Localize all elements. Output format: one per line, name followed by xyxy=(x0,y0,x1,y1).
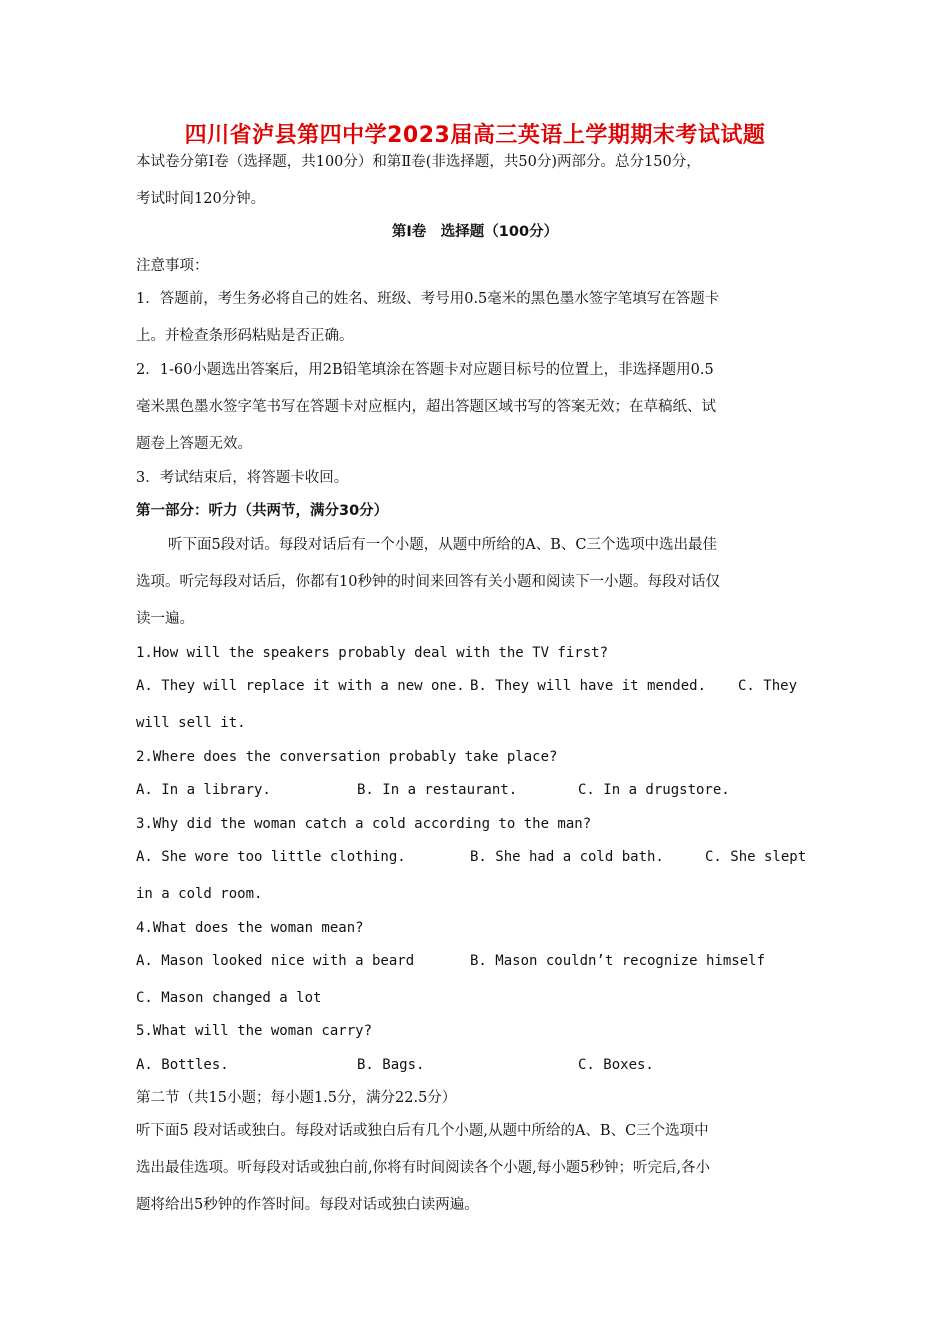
part1-heading: 第Ⅰ卷 选择题（100分） xyxy=(391,224,559,240)
listening-heading: 第一部分：听力（共两节，满分30分） xyxy=(136,503,389,519)
question-4: 4.What does the woman mean? xyxy=(136,920,364,936)
q5-option-b: B. Bags. xyxy=(357,1057,425,1073)
section2-instr-1: 听下面5 段对话或独白。每段对话或独白后有几个小题,从题中所给的A、B、C三个选项中 xyxy=(136,1123,709,1139)
note-1-line-2: 上。并检查条形码粘贴是否正确。 xyxy=(136,328,354,344)
q1-option-b: B. They will have it mended. xyxy=(470,678,707,694)
notes-heading: 注意事项： xyxy=(136,258,209,274)
q4-option-c: C. Mason changed a lot xyxy=(136,990,322,1006)
intro-line-1: 本试卷分第Ⅰ卷（选择题，共100分）和第Ⅱ卷(非选择题，共50分)两部分。总分150分， xyxy=(136,154,701,170)
question-3: 3.Why did the woman catch a cold according to the man? xyxy=(136,816,592,832)
q5-option-a: A. Bottles. xyxy=(136,1057,229,1073)
note-2-line-1: 2．1-60小题选出答案后，用2B铅笔填涂在答题卡对应题目标号的位置上，非选择题用0.5 xyxy=(136,362,714,378)
q3-option-b: B. She had a cold bath. xyxy=(470,849,664,865)
q4-option-b: B. Mason couldn’t recognize himself xyxy=(470,953,766,969)
q1-option-a: A. They will replace it with a new one. xyxy=(136,678,465,694)
listening-instr-3: 读一遍。 xyxy=(136,611,194,627)
document-title: 四川省泸县第四中学2023届高三英语上学期期末考试试题 xyxy=(184,123,766,148)
section2-instr-2: 选出最佳选项。听每段对话或独白前,你将有时间阅读各个小题,每小题5秒钟；听完后,各小 xyxy=(136,1160,711,1176)
q3-option-c-cont: in a cold room. xyxy=(136,886,263,902)
question-5: 5.What will the woman carry? xyxy=(136,1023,373,1039)
intro-line-2: 考试时间120分钟。 xyxy=(136,191,266,207)
q5-option-c: C. Boxes. xyxy=(578,1057,654,1073)
note-1-line-1: 1．答题前，考生务必将自己的姓名、班级、考号用0.5毫米的黑色墨水签字笔填写在答题卡 xyxy=(136,291,720,307)
q2-option-c: C. In a drugstore. xyxy=(578,782,730,798)
q1-option-c-cont: will sell it. xyxy=(136,715,246,731)
listening-instr-1: 听下面5段对话。每段对话后有一个小题，从题中所给的A、B、C三个选项中选出最佳 xyxy=(168,537,717,553)
section2-heading: 第二节（共15小题；每小题1.5分，满分22.5分） xyxy=(136,1090,457,1106)
note-3: 3．考试结束后，将答题卡收回。 xyxy=(136,470,349,486)
question-2: 2.Where does the conversation probably take place? xyxy=(136,749,558,765)
q2-option-a: A. In a library. xyxy=(136,782,271,798)
note-2-line-2: 毫米黑色墨水签字笔书写在答题卡对应框内，超出答题区域书写的答案无效；在草稿纸、试 xyxy=(136,399,716,415)
q2-option-b: B. In a restaurant. xyxy=(357,782,518,798)
q3-option-a: A. She wore too little clothing. xyxy=(136,849,406,865)
q1-option-c: C. They xyxy=(738,678,798,694)
note-2-line-3: 题卷上答题无效。 xyxy=(136,436,252,452)
q3-option-c: C. She slept xyxy=(705,849,807,865)
section2-instr-3: 题将给出5秒钟的作答时间。每段对话或独白读两遍。 xyxy=(136,1197,479,1213)
q4-option-a: A. Mason looked nice with a beard xyxy=(136,953,415,969)
question-1: 1.How will the speakers probably deal with the TV first? xyxy=(136,645,609,661)
listening-instr-2: 选项。听完每段对话后，你都有10秒钟的时间来回答有关小题和阅读下一小题。每段对话仅 xyxy=(136,574,720,590)
